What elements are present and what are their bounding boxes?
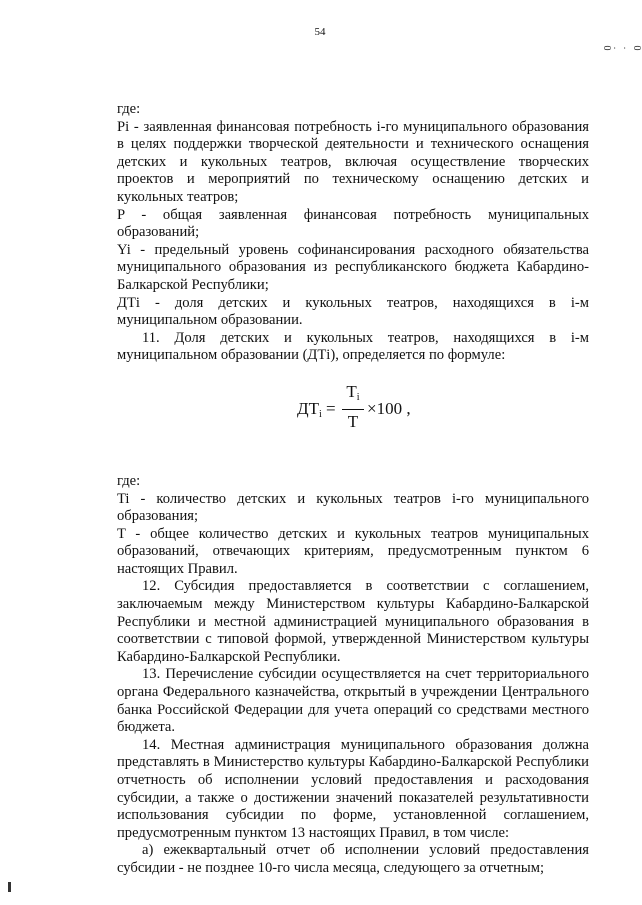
clause-11: 11. Доля детских и кукольных театров, находящихся в i-м муниципальном образовании (ДТi), определяется по формуле: [117, 329, 589, 364]
definition-ti: Ti - количество детских и кукольных театров i-го муниципального образования; [117, 490, 589, 525]
where-label: где: [117, 101, 141, 117]
definition-p: P - общая заявленная финансовая потребность муниципальных образований; [117, 206, 589, 241]
clause-14-a: а) ежеквартальный отчет об исполнении условий предоставления субсидии - не позднее 10-го числа месяца, следующего за отчетным; [117, 842, 589, 876]
formula-denominator: T [347, 411, 359, 431]
clause-12: 12. Субсидия предоставляется в соответствии с соглашением, заключаемым между Министерством культуры Кабардино-Балкарской Республики и местной администрацией муниципального образования в соответствии с типовой формой, утвержденной Министерством культуры Кабардино-Балкарской Республики. [117, 578, 589, 665]
formula-dti [117, 377, 589, 443]
definition-dti: ДТi - доля детских и кукольных театров, находящихся в i-м муниципальном образовании. [117, 294, 589, 329]
formula-rhs: ×100 , [367, 398, 411, 418]
definition-yi: Yi - предельный уровень софинансирования расходного обязательства муниципального образования из республиканского бюджета Кабардино-Балкарской Республики; [117, 241, 589, 293]
margin-annotation: 0 . . 0 [601, 45, 642, 51]
definition-pi: Pi - заявленная финансовая потребность i-го муниципального образования в целях поддержки творческой деятельности и технического оснащения детских и кукольных театров, включая осуществление творческих проектов и мероприятий по техническому оснащению детских и кукольных театров; [117, 118, 589, 205]
definition-t: T - общее количество детских и кукольных театров муниципальных образований, отвечающих критериям, предусмотренным пунктом 6 настоящих Правил. [117, 525, 589, 577]
where-label-2: где: [117, 472, 141, 489]
clause-13: 13. Перечисление субсидии осуществляется на счет территориального органа Федерального казначейства, открытый в учреждении Центрального банка Российской Федерации для учета операций со средствами местного бюджета. [117, 666, 589, 736]
formula-fraction [342, 383, 364, 432]
page-number: 54 [314, 26, 326, 38]
formula-numerator: $T_i$ [342, 383, 364, 410]
clause-14: 14. Местная администрация муниципального образования должна представлять в Министерство культуры Кабардино-Балкарской Республики отчетность об исполнении условий предоставления и расходования субсидии, а также о достижении значений показателей результативности использования субсидии по форме, установленной соглашением, предусмотренным пунктом 13 настоящих Правил, в том числе: [117, 736, 589, 841]
scan-artifact-mark [8, 882, 11, 892]
document-body [117, 101, 589, 878]
formula-lhs: $ДТ_i$ = [297, 398, 336, 420]
